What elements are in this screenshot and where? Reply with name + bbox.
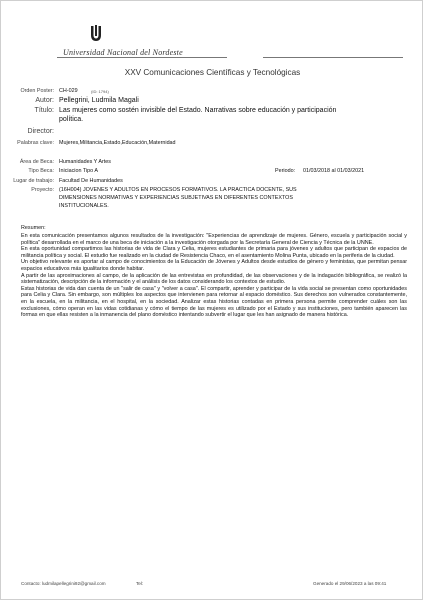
titulo-label: Título: [34, 107, 54, 114]
header-rule-left [57, 57, 227, 58]
generado-timestamp: Generado el 29/06/2023 a las 09:41 [313, 581, 387, 586]
resumen-body [21, 233, 407, 319]
orden-value: CH-029 [59, 88, 78, 94]
proyecto-line-1: (16H004) JOVENES Y ADULTOS EN PROCESOS FORMATIVOS. LA PRACTICA DOCENTE, SUS [59, 187, 297, 193]
palabras-label: Palabras clave: [17, 140, 54, 146]
palabras-value: Mujeres,Militancia,Estado,Educación,Maternidad [59, 140, 176, 146]
autor-label: Autor: [35, 97, 54, 104]
lugar-value: Facultad De Humanidades [59, 178, 123, 184]
orden-id: (ID: 1794) [91, 89, 109, 94]
titulo-line-2: política. [59, 116, 84, 123]
proyecto-line-3: INSTITUCIONALES. [59, 203, 109, 209]
proyecto-line-2: DIMENSIONES NORMATIVAS Y EXPERIENCIAS SUBJETIVAS EN DIFERENTES CONTEXTOS [59, 195, 293, 201]
resumen-paragraph: En esta comunicación presentamos algunos resultados de la investigación: "Experiencias de aprendizaje de mujeres. Género, escuela y participación social y política" desarrollada en el marco de una beca de iniciación a la investigación otorgada por la Secretaría General de Ciencia y Técnica de la UNNE. [21, 233, 407, 246]
event-title: XXV Comunicaciones Científicas y Tecnológicas [124, 68, 301, 77]
university-logo-icon [89, 25, 103, 43]
resumen-paragraph: Estas historias de vida dan cuenta de un "salir de casa" y "volver a casa". El compartir, aprender y participar de la vida social se presentan como oportunidades para Celia y Clara. Sin embargo, son múltiples los aspectos que intervienen para retornar al espacio doméstico. Sus derechos son vulnerados constantemente, en la escuela, en la militancia, en el hospital, en la sociedad. Analizar estas historias contadas en primera persona permite comprender cuáles son las exclusiones, cómo operan en las vidas cotidianas y cómo el tiempo de las mujeres es utilizado por el Estado y sus instituciones, pero también aparecen las formas en que ellas resisten a la inmanencia del plano doméstico intentando subvertir el lugar que les han asignado de manera histórica. [21, 285, 407, 319]
lugar-label: Lugar de trabajo: [13, 178, 54, 184]
tipo-value: Iniciacion Tipo A [59, 168, 98, 174]
contacto-email-link[interactable]: ludmilapellegrini92@gmail.com [41, 581, 106, 586]
header-rule-right [263, 57, 403, 58]
resumen-paragraph: A partir de las aproximaciones al campo, de la aplicación de las entrevistas en profundidad, de las observaciones y de la indagación bibliográfica, se realizó la sistematización, descripción de la información y el análisis de los datos considerando los contextos de estudio. [21, 272, 407, 286]
resumen-paragraph: En esta oportunidad compartimos las historias de vida de Clara y Celia, mujeres estudiantes de primaria para jóvenes y adultos que participan de espacios de militancia política y social. El estudio fue realizado en la ciudad de Resistencia Chaco, en el asentamiento Molina Punta, ubicado en la periferia de la ciudad. [21, 246, 407, 259]
periodo-label: Periodo: [275, 168, 296, 174]
autor-value: Pellegrini, Ludmila Magali [59, 97, 139, 104]
tel-label: Tel: [136, 581, 144, 586]
resumen-paragraph: Un objetivo relevante es aportar al campo de conocimientos de la Educación de Jóvenes y Adultos desde estudios de género y feministas, que permitan pensar espacios educativos más igualitarios donde habitar. [21, 259, 407, 272]
contacto-label: Contacto: [21, 581, 41, 586]
director-label: Director: [27, 128, 54, 135]
area-label: Área de Beca: [19, 159, 54, 165]
resumen-label: Resumen: [21, 225, 46, 231]
proyecto-label: Proyecto: [31, 187, 54, 193]
titulo-line-1: Las mujeres como sostén invisible del Estado. Narrativas sobre educación y participación [59, 107, 337, 114]
periodo-value: 01/03/2018 al 01/03/2021 [303, 168, 365, 174]
area-value: Humanidades Y Artes [59, 159, 111, 165]
footer-contact [21, 581, 106, 586]
tipo-label: Tipo Beca: [28, 168, 54, 174]
university-name: Universidad Nacional del Nordeste [63, 48, 183, 57]
orden-label: Orden Poster: [20, 88, 54, 94]
